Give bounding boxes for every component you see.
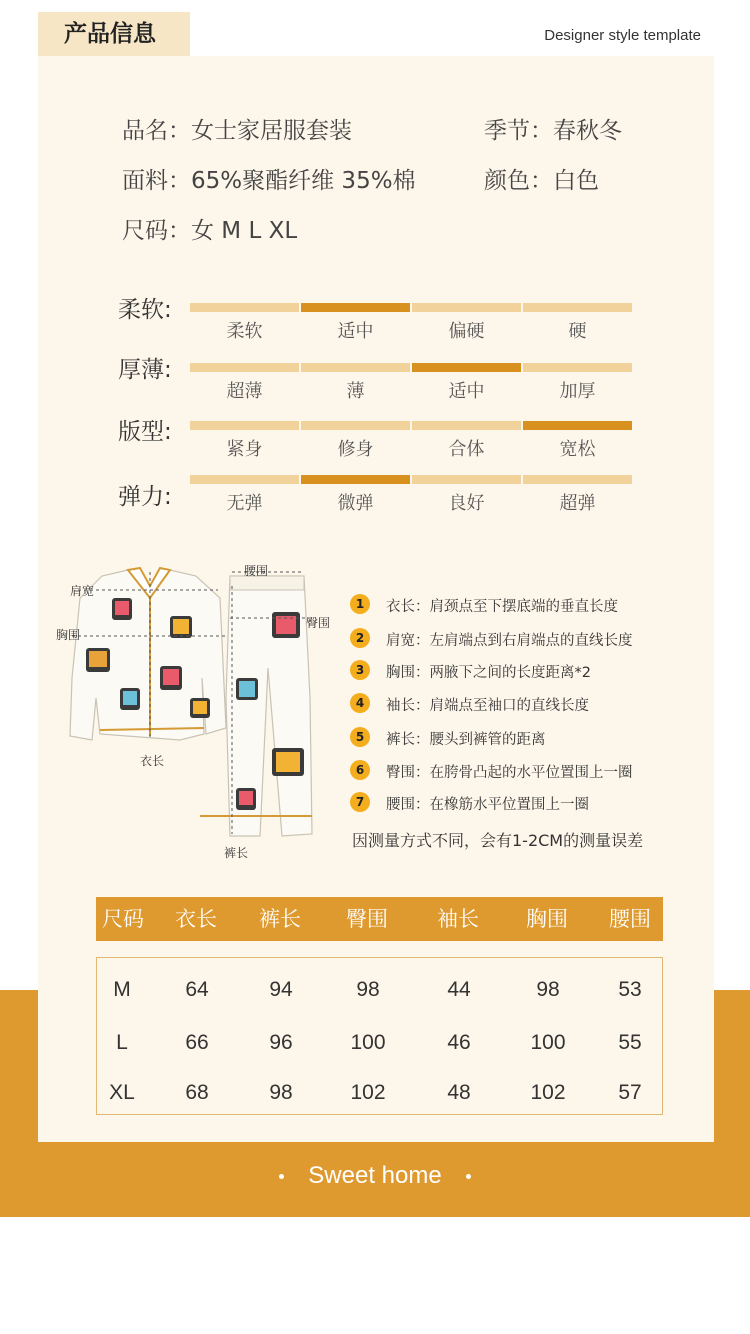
rating-segment [190, 421, 299, 430]
table-cell: 100 [530, 1031, 566, 1054]
rating-softness [190, 303, 632, 343]
table-cell: 55 [618, 1031, 642, 1054]
table-cell: 44 [447, 978, 471, 1001]
table-cell: XL [109, 1081, 135, 1104]
number-badge: 7 [350, 792, 370, 812]
header-cell: 裤长 [259, 907, 301, 931]
rating-option: 微弹 [337, 493, 374, 514]
measurement-text: 臀围：在胯骨凸起的水平位置围上一圈 [386, 765, 633, 781]
measurement-text: 胸围：两腋下之间的长度距离*2 [386, 665, 591, 681]
number-badge: 3 [350, 660, 370, 680]
table-cell: 102 [350, 1081, 386, 1104]
table-cell: 98 [536, 978, 560, 1001]
number-badge: 4 [350, 693, 370, 713]
table-cell: 53 [618, 978, 642, 1001]
rating-label-softness: 柔软: [118, 297, 172, 323]
rating-segment [190, 363, 299, 372]
header-cell: 尺码 [102, 907, 144, 931]
rating-fit [190, 421, 632, 461]
rating-segment [190, 303, 299, 312]
rating-segment [190, 475, 299, 484]
table-cell: 46 [447, 1031, 471, 1054]
measurement-text: 腰围：在橡筋水平位置围上一圈 [386, 797, 589, 813]
rating-option: 超弹 [559, 493, 596, 514]
info-size: 尺码：女 M L XL [122, 218, 298, 244]
rating-option: 硬 [568, 321, 587, 342]
designer-caption: Designer style template [544, 27, 701, 44]
diagram-label-length: 衣长 [140, 754, 165, 768]
table-cell: 66 [185, 1031, 209, 1054]
rating-option: 超薄 [226, 381, 263, 402]
rating-option: 紧身 [226, 439, 263, 460]
info-color: 颜色：白色 [484, 168, 599, 194]
table-cell: M [113, 978, 131, 1001]
rating-label-thickness: 厚薄: [118, 357, 172, 383]
rating-segment [301, 303, 410, 312]
diagram-label-shoulder: 肩宽 [70, 584, 95, 598]
size-table-header [96, 897, 663, 941]
header-cell: 袖长 [437, 907, 479, 931]
rating-option: 偏硬 [448, 321, 485, 342]
number-badge: 6 [350, 760, 370, 780]
pajama-measurement-diagram [50, 558, 350, 868]
measurement-text: 裤长：腰头到裤管的距离 [386, 732, 546, 748]
table-cell: 48 [447, 1081, 471, 1104]
table-cell: 64 [185, 978, 209, 1001]
measurement-text: 袖长：肩端点至袖口的直线长度 [386, 698, 589, 714]
info-name: 品名：女士家居服套装 [122, 118, 352, 144]
table-cell: 96 [269, 1031, 293, 1054]
table-cell: 102 [530, 1081, 566, 1104]
rating-segment [412, 363, 521, 372]
header-cell: 腰围 [609, 907, 651, 931]
rating-segment [412, 421, 521, 430]
header-cell: 衣长 [175, 907, 217, 931]
rating-segment [523, 363, 632, 372]
rating-option: 合体 [448, 439, 485, 460]
number-badge: 2 [350, 628, 370, 648]
table-cell: 57 [618, 1081, 642, 1104]
measurement-note: 因测量方式不同，会有1-2CM的测量误差 [352, 831, 644, 850]
diagram-label-pants: 裤长 [224, 846, 249, 860]
rating-segment [523, 475, 632, 484]
size-table-body [96, 957, 663, 1115]
rating-segment [301, 421, 410, 430]
bullet-dot [466, 1174, 471, 1179]
measurement-text: 肩宽：左肩端点到右肩端点的直线长度 [386, 633, 633, 649]
number-badge: 5 [350, 727, 370, 747]
rating-segment [301, 475, 410, 484]
table-cell: 100 [350, 1031, 386, 1054]
rating-option: 修身 [337, 439, 374, 460]
rating-thickness [190, 363, 632, 403]
bullet-dot [279, 1174, 284, 1179]
pajama-illustration [50, 558, 350, 868]
info-fabric: 面料：65%聚酯纤维 35%棉 [122, 168, 416, 194]
rating-option: 宽松 [559, 439, 596, 460]
info-season: 季节：春秋冬 [484, 118, 622, 144]
rating-option: 适中 [448, 381, 485, 402]
table-cell: 68 [185, 1081, 209, 1104]
rating-option: 加厚 [559, 381, 596, 402]
table-cell: 98 [356, 978, 380, 1001]
header-cell: 胸围 [526, 907, 568, 931]
diagram-label-hip: 臀围 [306, 616, 331, 630]
rating-segment [412, 475, 521, 484]
diagram-label-waist: 腰围 [244, 564, 269, 578]
rating-segment [412, 303, 521, 312]
table-cell: L [116, 1031, 128, 1054]
rating-segment [523, 421, 632, 430]
rating-label-fit: 版型: [118, 419, 172, 445]
rating-label-elasticity: 弹力: [118, 484, 172, 510]
table-cell: 94 [269, 978, 293, 1001]
rating-option: 柔软 [226, 321, 263, 342]
number-badge: 1 [350, 594, 370, 614]
rating-option: 适中 [337, 321, 374, 342]
footer-text: Sweet home [308, 1162, 442, 1189]
rating-option: 薄 [346, 381, 365, 402]
rating-elasticity [190, 475, 632, 515]
footer-tagline [0, 1162, 750, 1190]
section-title: 产品信息 [38, 12, 190, 56]
header-cell: 臀围 [346, 907, 388, 931]
rating-option: 无弹 [226, 493, 263, 514]
rating-segment [301, 363, 410, 372]
rating-segment [523, 303, 632, 312]
table-cell: 98 [269, 1081, 293, 1104]
rating-option: 良好 [448, 493, 485, 514]
measurement-text: 衣长：肩颈点至下摆底端的垂直长度 [386, 599, 618, 615]
diagram-label-chest: 胸围 [56, 628, 81, 642]
